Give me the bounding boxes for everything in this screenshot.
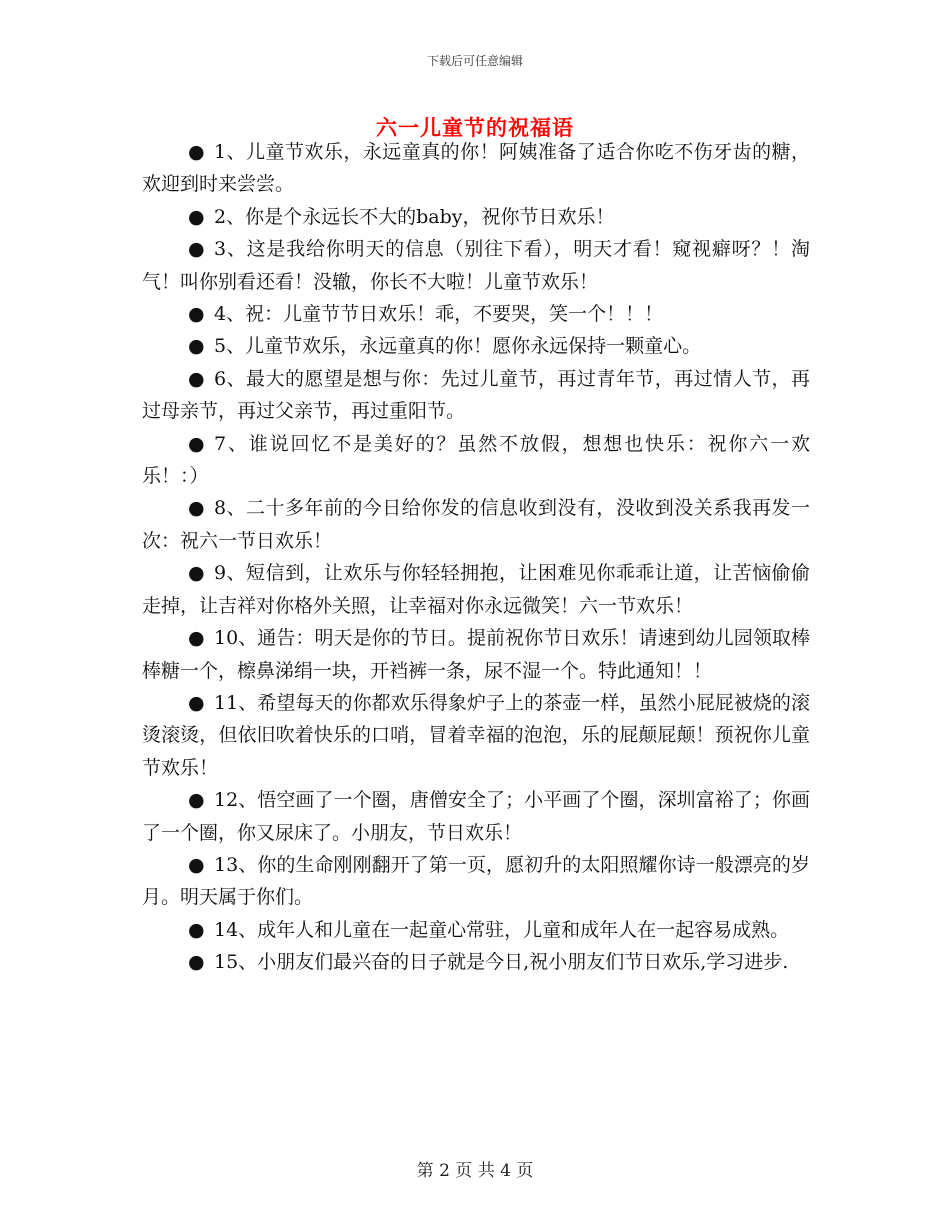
item-text: 4、祝：儿童节节日欢乐！乖，不要哭，笑一个！！！ (214, 303, 664, 326)
list-item (142, 428, 810, 493)
item-text: 5、儿童节欢乐，永远童真的你！愿你永远保持一颗童心。 (214, 335, 702, 358)
item-text: 14、成年人和儿童在一起童心常驻，儿童和成年人在一起容易成熟。 (214, 918, 790, 941)
bullet-icon: ● (188, 238, 205, 261)
document-body (142, 136, 810, 979)
item-text: 3、这是我给你明天的信息（别往下看），明天才看！窥视癖呀？！淘气！叫你别看还看！没辙，你长不大啦！儿童节欢乐！ (142, 238, 810, 293)
item-text: 7、谁说回忆不是美好的？虽然不放假，想想也快乐：祝你六一欢乐！：） (142, 432, 810, 488)
bullet-icon: ● (188, 853, 205, 876)
bullet-icon: ● (188, 951, 205, 974)
list-item (142, 492, 810, 557)
list-item (142, 914, 810, 946)
bullet-icon: ● (188, 918, 205, 941)
list-item (142, 233, 810, 298)
list-item (142, 330, 810, 362)
list-item (142, 784, 810, 849)
bullet-icon: ● (188, 497, 205, 520)
list-item (142, 849, 810, 914)
list-item (142, 622, 810, 687)
bullet-icon: ● (188, 562, 205, 585)
bullet-icon: ● (188, 789, 205, 812)
list-item (142, 363, 810, 428)
item-text: 1、儿童节欢乐，永远童真的你！阿姨准备了适合你吃不伤牙齿的糖，欢迎到时来尝尝。 (142, 141, 810, 196)
bullet-icon: ● (188, 141, 205, 163)
bullet-icon: ● (188, 205, 205, 228)
item-text: 13、你的生命刚刚翻开了第一页，愿初升的太阳照耀你诗一般漂亮的岁月。明天属于你们。 (142, 853, 810, 909)
page-footer: 第 2 页 共 4 页 (416, 1161, 534, 1181)
item-text: 2、你是个永远长不大的baby，祝你节日欢乐！ (214, 205, 615, 228)
list-item (142, 136, 810, 201)
item-text: 11、希望每天的你都欢乐得象炉子上的茶壶一样，虽然小屁屁被烧的滚烫滚烫，但依旧吹着快乐的口哨，冒着幸福的泡泡，乐的屁颠屁颠！预祝你儿童节欢乐！ (142, 691, 810, 779)
document-title: 六一儿童节的祝福语 (376, 115, 574, 140)
list-item (142, 201, 810, 233)
item-text: 10、通告：明天是你的节日。提前祝你节日欢乐！请速到幼儿园领取棒棒糖一个，檫鼻涕绢一块，开裆裤一条，尿不湿一个。特此通知！！ (142, 627, 810, 682)
bullet-icon: ● (188, 691, 205, 714)
header-note: 下载后可任意编辑 (426, 54, 523, 68)
item-text: 12、悟空画了一个圈，唐僧安全了；小平画了个圈，深圳富裕了；你画了一个圈，你又尿床了。小朋友，节日欢乐！ (142, 789, 810, 844)
list-item (142, 687, 810, 784)
bullet-icon: ● (188, 303, 205, 326)
bullet-icon: ● (188, 335, 205, 358)
item-text: 6、最大的愿望是想与你：先过儿童节，再过青年节，再过情人节，再过母亲节，再过父亲节，再过重阳节。 (142, 367, 810, 423)
bullet-icon: ● (188, 432, 205, 455)
item-text: 15、小朋友们最兴奋的日子就是今日,祝小朋友们节日欢乐,学习进步. (214, 951, 789, 974)
list-item (142, 298, 810, 330)
list-item (142, 557, 810, 622)
item-text: 9、短信到，让欢乐与你轻轻拥抱，让困难见你乖乖让道，让苦恼偷偷走掉，让吉祥对你格外关照，让幸福对你永远微笑！六一节欢乐！ (142, 562, 810, 617)
bullet-icon: ● (188, 627, 205, 650)
bullet-icon: ● (188, 367, 205, 390)
item-text: 8、二十多年前的今日给你发的信息收到没有，没收到没关系我再发一次：祝六一节日欢乐！ (142, 497, 810, 552)
list-item (142, 946, 810, 978)
